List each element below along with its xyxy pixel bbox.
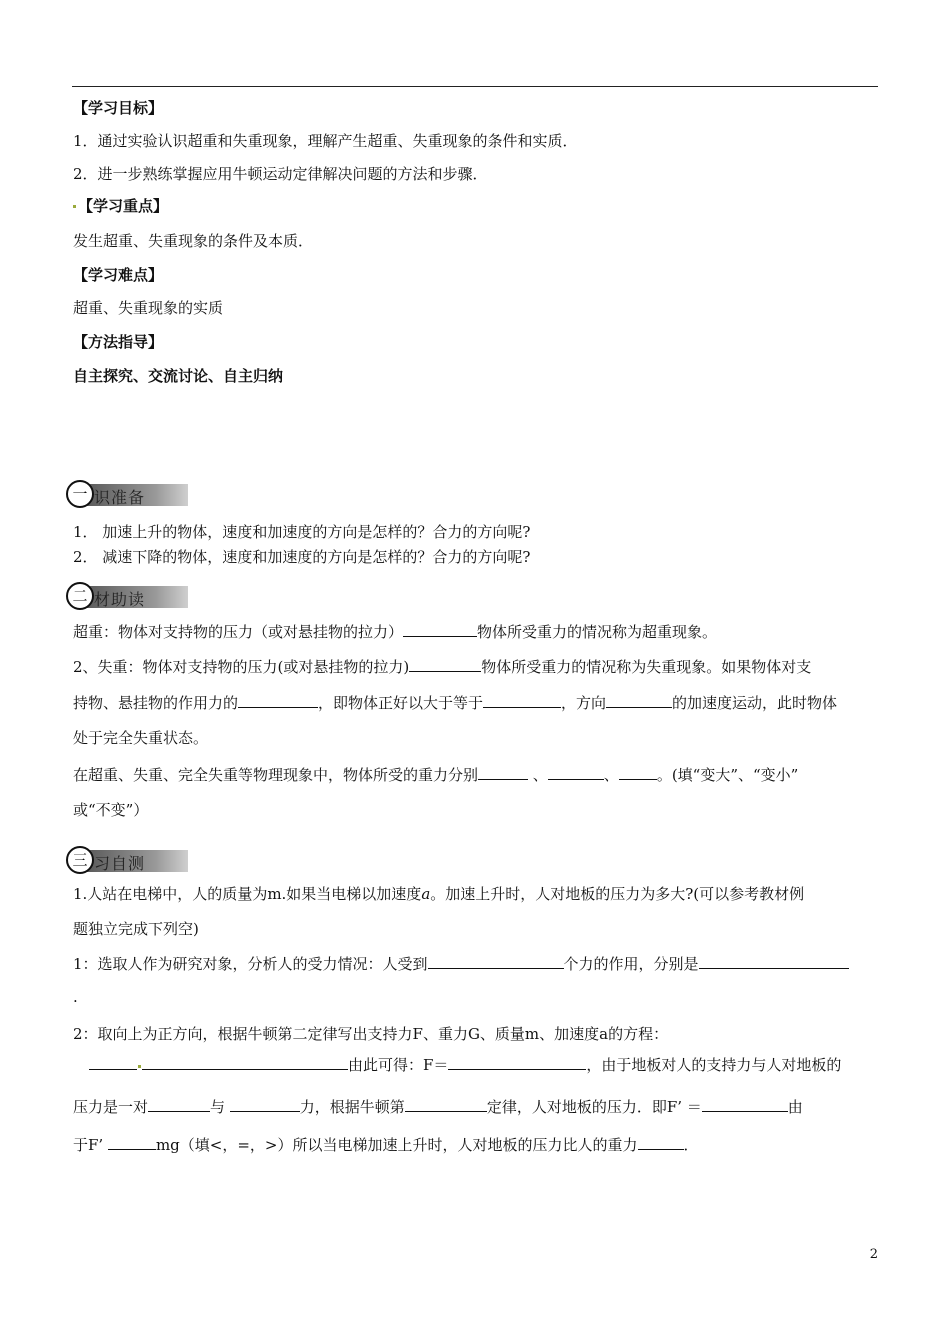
badge-number: 二 (66, 582, 94, 610)
text: 定律，人对地板的压力．即F’ ＝ (486, 1098, 702, 1116)
text: ，方向 (561, 694, 607, 712)
focus-text: 发生超重、失重现象的条件及本质． (73, 232, 314, 250)
text: 个力的作用，分别是 (563, 955, 699, 973)
fill-blank[interactable] (606, 693, 672, 708)
difficulty-heading: 【学习难点】 (73, 266, 164, 284)
section-badge-2 (66, 584, 188, 610)
method-text: 自主探究、交流讨论、自主归纳 (73, 367, 284, 385)
text: 由 (787, 1098, 803, 1116)
objectives-heading: 【学习目标】 (73, 99, 164, 117)
badge-title: 习自测 (94, 854, 146, 873)
test-line-6 (73, 1054, 841, 1075)
fill-blank[interactable] (448, 1055, 586, 1070)
text: ，即物体正好以大于等于 (318, 694, 484, 712)
fill-blank[interactable] (478, 765, 528, 780)
reading-line-1 (73, 621, 717, 642)
text: 1：选取人作为研究对象，分析人的受力情况：人受到 (73, 955, 428, 973)
reading-line-6: 或“不变”） (73, 801, 149, 819)
fill-blank[interactable] (108, 1135, 156, 1150)
marker-dot (73, 205, 76, 208)
marker-dot (138, 1065, 141, 1068)
badge-title: 材助读 (94, 590, 146, 609)
badge-title: 识准备 (94, 488, 146, 507)
text: 的加速度运动，此时物体 (672, 694, 838, 712)
text: 压力是一对 (73, 1098, 149, 1116)
fill-blank[interactable] (483, 693, 561, 708)
page-number: 2 (869, 1247, 878, 1262)
fill-blank[interactable] (405, 1097, 487, 1112)
test-line-1 (73, 883, 804, 904)
text: 物体所受重力的情况称为失重现象。如果物体对支 (481, 658, 812, 676)
text: 物体所受重力的情况称为超重现象。 (477, 623, 718, 641)
text: 力，根据牛顿第 (299, 1098, 405, 1116)
text: 。加速上升时，人对地板的压力为多大?(可以参考教材例 (430, 885, 805, 903)
reading-line-5 (73, 764, 798, 785)
focus-heading: 【学习重点】 (78, 197, 169, 215)
fill-blank[interactable] (428, 954, 564, 969)
badge-number: 三 (66, 846, 94, 874)
fill-blank[interactable] (230, 1097, 300, 1112)
fill-blank[interactable] (238, 693, 318, 708)
text: 与 (210, 1098, 230, 1116)
text: ． (683, 1136, 699, 1154)
difficulty-text: 超重、失重现象的实质 (73, 299, 224, 317)
fill-blank[interactable] (619, 765, 657, 780)
text: 、 (603, 766, 619, 784)
text: 由此可得：F＝ (348, 1056, 449, 1074)
test-line-3 (73, 953, 849, 974)
text: 在超重、失重、完全失重等物理现象中，物体所受的重力分别 (73, 766, 479, 784)
fill-blank[interactable] (409, 657, 481, 672)
fill-blank[interactable] (702, 1097, 788, 1112)
test-line-5: 2：取向上为正方向，根据牛顿第二定律写出支持力F、重力G、质量m、加速度a的方程： (73, 1025, 669, 1043)
fill-blank[interactable] (142, 1055, 348, 1070)
text: 1.人站在电梯中，人的质量为m.如果当电梯以加速度 (73, 885, 422, 903)
focus-heading-row (73, 195, 168, 216)
test-line-2: 题独立完成下列空) (73, 920, 199, 938)
fill-blank[interactable] (548, 765, 604, 780)
fill-blank[interactable] (638, 1135, 684, 1150)
reading-line-2 (73, 656, 811, 677)
test-line-8 (73, 1134, 699, 1155)
reading-line-4: 处于完全失重状态。 (73, 729, 209, 747)
text: 2、失重：物体对支持物的压力(或对悬挂物的拉力) (73, 658, 410, 676)
prep-question-1: 1． 加速上升的物体，速度和加速度的方向是怎样的？合力的方向呢? (73, 523, 531, 541)
text: ，由于地板对人的支持力与人对地板的 (586, 1056, 842, 1074)
header-rule (72, 86, 878, 87)
objective-item-1: 1．通过实验认识超重和失重现象，理解产生超重、失重现象的条件和实质． (73, 132, 578, 150)
fill-blank[interactable] (403, 622, 477, 637)
fill-blank[interactable] (89, 1055, 137, 1070)
test-line-4: . (73, 988, 78, 1006)
text: 。(填“变大”、“变小” (656, 766, 799, 784)
fill-blank[interactable] (699, 954, 849, 969)
text: 超重：物体对支持物的压力（或对悬挂物的拉力） (73, 623, 404, 641)
text: 于F’ (73, 1136, 108, 1154)
badge-number: 一 (66, 480, 94, 508)
text: 持物、悬挂物的作用力的 (73, 694, 239, 712)
objective-item-2: 2．进一步熟练掌握应用牛顿运动定律解决问题的方法和步骤． (73, 165, 488, 183)
test-line-7 (73, 1096, 803, 1117)
fill-blank[interactable] (148, 1097, 210, 1112)
reading-line-3 (73, 692, 837, 713)
text: 、 (528, 766, 548, 784)
section-badge-1 (66, 482, 188, 508)
variable-a: a (421, 885, 431, 903)
section-badge-3 (66, 848, 188, 874)
prep-question-2: 2． 减速下降的物体，速度和加速度的方向是怎样的？合力的方向呢? (73, 548, 531, 566)
text: mg（填<，=，>）所以当电梯加速上升时，人对地板的压力比人的重力 (155, 1136, 638, 1154)
method-heading: 【方法指导】 (73, 333, 164, 351)
